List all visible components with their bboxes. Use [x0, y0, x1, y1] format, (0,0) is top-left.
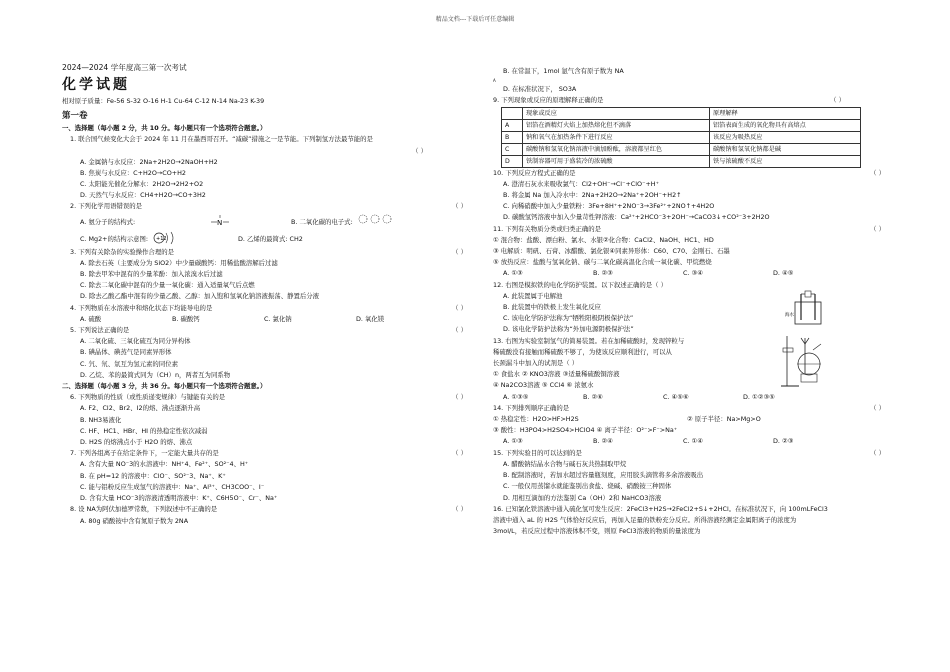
q3-stem: 3. 下列有关除杂的实验操作合理的是 [70, 247, 174, 256]
q7-stem: 7. 下列各组离子在给定条件下，一定能大量共存的是 [70, 449, 219, 458]
q2-option-a: A. 氨分子的结构式: [80, 217, 136, 226]
q1-stem: 1. 联合国气候变化大会于 2024 年 11 月在墨西哥召开。“减碳”措施之一是节能。下列制氢方法最节能的是 [70, 135, 373, 144]
svg-text:N: N [217, 218, 223, 227]
q16-stem-1: 16. 已知氯化铁溶液中通入硫化氢可发生反应：2FeCl3+H2S→2FeCl2+S↓+2HCl。在标准状况下，向 100mLFeCl3 [493, 504, 828, 513]
q10-paren: （ ） [870, 168, 885, 177]
q13-item-1: ① 食盐水 ② KNO3溶液 ③适量稀硫酸铜溶液 [493, 370, 620, 379]
q1-paren-line [62, 146, 467, 157]
section-1-heading: 一、选择题（每小题 2 分，共 10 分。每小题只有一个选项符合题意。） [62, 124, 267, 133]
q3-option-c: C. 除去二氧化碳中混有的少量一氧化碳：通入适量氧气后点燃 [80, 281, 255, 290]
q7-option-a: A. 含有大量 NO⁻3的水溶液中：NH⁺4、Fe²⁺、SO²⁻4、H⁺ [80, 460, 249, 469]
hydrogen-apparatus-diagram [779, 334, 825, 390]
q11-item-2: ③ 电解质：明矾、石膏、冰醋酸、氯化银④同素异形体：C60、C70、金刚石、石墨 [493, 247, 730, 256]
atomic-masses: 相对原子质量：Fe-56 S-32 O-16 H-1 Cu-64 C-12 N-14 Na-23 K-39 [62, 97, 265, 105]
q9-table [501, 107, 861, 168]
q12-option-a: A. 此装置属于电解池 [503, 291, 563, 300]
q12-option-c: C. 该电化学防护法称为“牺牲阳极阴极保护法” [503, 314, 634, 323]
section-2-heading: 二、选择题（每小题 3 分，共 36 分。每小题只有一个选项符合题意。） [62, 382, 267, 391]
q11-option-c: C. ③④ [683, 269, 703, 278]
q4-option-b: B. 碳酸钙 [172, 314, 200, 323]
table-cell: 铝箔表面生成的氧化物具有高熔点 [710, 119, 861, 131]
q14-item-2: ② 原子半径：Na>Mg>O [687, 415, 761, 424]
q7-stem-line [62, 448, 467, 459]
table-cell: 铁制容器可用于盛装冷的浓硫酸 [523, 155, 710, 167]
q11-option-d: D. ④⑤ [773, 269, 794, 278]
q14-paren: （ ） [870, 403, 885, 412]
q5-option-a: A. 二氧化硫、三氧化硫互为同分异构体 [80, 337, 191, 346]
q14-stem-line [485, 403, 885, 414]
q5-stem: 5. 下列说法正确的是 [70, 326, 130, 335]
q9-stem: 9. 下列现象或反应的原理解释正确的是 [493, 96, 604, 105]
q3-option-b: B. 除去甲苯中混有的少量苯酚：加入浓溴水后过滤 [80, 270, 223, 279]
q4-option-d: D. 氧化镁 [356, 314, 385, 323]
table-row [502, 119, 861, 131]
q9-header-cell [502, 107, 523, 119]
q15-option-c: C. 一般仅用蒸馏水就能鉴别出食盐、烧碱、硝酸铵三种固体 [503, 482, 672, 491]
q7-option-b: B. 在 pH=12 的溶液中：ClO⁻、SO²⁻3、Na⁺、K⁺ [80, 471, 226, 480]
q13-stem: 13. 右图为实验室制氢气的简易装置。若在加稀硫酸时，发现锌粒与 [493, 336, 685, 345]
mg-ion-diagram-icon [152, 231, 178, 245]
q4-option-c: C. 氯化钠 [264, 314, 292, 323]
ammonia-structure-icon [209, 213, 231, 229]
q13-option-c: C. ④⑤⑥ [663, 392, 689, 401]
q8-stem-line [62, 504, 467, 515]
q11-paren: （ ） [870, 224, 885, 233]
q6-option-c: C. HF、HC1、HBr、HI 的热稳定性依次减弱 [80, 426, 208, 435]
q2-row-ab [62, 213, 467, 231]
q10-option-c: C. 向稀硝酸中加入少量铁粉：3Fe+8H⁺+2NO⁻3→3Fe²⁺+2NO↑+4H2O [503, 202, 715, 211]
q9-header-cell: 现象或反应 [523, 107, 710, 119]
q13-option-b: B. ②⑥ [583, 392, 603, 401]
q3-paren: （ ） [452, 247, 467, 256]
q9-paren: （ ） [830, 96, 845, 105]
q10-stem: 10. 下列反应方程式正确的是 [493, 168, 576, 177]
q5-stem-line [62, 325, 467, 336]
q13-option-a: A. ①③⑤ [503, 392, 529, 401]
q5-paren: （ ） [452, 326, 467, 335]
table-cell: 碳酸钠和氢氧化钠都是碱 [710, 143, 861, 155]
q2-stem: 2. 下列化学用语错误的是 [70, 202, 143, 211]
q6-option-a: A. F2、Cl2、Br2、I2的熔、沸点逐渐升高 [80, 404, 201, 413]
q2-option-b: B. 二氧化碳的电子式: [291, 217, 353, 226]
co2-electron-formula-icon [357, 213, 393, 225]
q5-option-d: D. 乙烷、苯的最简式同为（CH）n，两者互为同系物 [80, 370, 231, 379]
q15-paren: （ ） [870, 448, 885, 457]
q11-options [485, 268, 885, 279]
table-cell: A [502, 119, 523, 131]
q6-stem: 6. 下列物质的性质（或性质递变规律）与键能有关的是 [70, 393, 226, 402]
q15-stem-line [485, 448, 885, 459]
q3-stem-line [62, 247, 467, 258]
q1-paren: （ ） [412, 146, 427, 155]
table-row [502, 143, 861, 155]
q4-paren: （ ） [452, 303, 467, 312]
q5-option-b: B. 碘晶体、碘蒸气是同素异形体 [80, 348, 172, 357]
q10-option-d: D. 碳酸氢钙溶液中加入少量苛性钾溶液：Ca²⁺+2HCO⁻3+2OH⁻→CaCO3↓+CO²⁻3+2H2O [503, 213, 770, 222]
subject-title: 化学试题 [62, 77, 130, 93]
q16-stem-3: 3mol/L，若反应过程中溶液体积不变，则原 FeCl3溶液的物质的量浓度为 [493, 527, 701, 536]
q3-option-d: D. 除去乙酸乙酯中混有的少量乙酸、乙醇：加入饱和氢氧化钠溶液振荡、静置后分液 [80, 292, 320, 301]
q16-stem-2: 溶液中通入 aL 的 H2S 气体恰好反应后，再加入足量的铁粉充分反应。所得溶液经测定金属阳离子的浓度为 [493, 515, 797, 524]
q6-paren: （ ） [452, 393, 467, 402]
q12-option-b: B. 此装置中的铁极上发生氧化反应 [503, 303, 601, 312]
q10-stem-line [485, 168, 885, 179]
q15-option-d: D. 用相互滴加的方法鉴别 Ca（OH）2和 NaHCO3溶液 [503, 493, 662, 502]
q11-item-3: ⑤ 放热反应：盐酸与氢氧化钠、碳与二氧化碳高温化合成一氧化碳、甲烷燃烧 [493, 258, 712, 267]
q14-option-b: B. ②④ [593, 437, 613, 446]
q14-items-2: ③ 酸性：H3PO4>H2SO4>HClO4 ④ 离子半径：O²⁻>F⁻>Na⁺ [493, 426, 678, 435]
q10-option-b: B. 将金属 Na 加入冷水中：2Na+2H2O→2Na⁺+2OH⁻+H2↑ [503, 191, 682, 200]
q4-stem-line [62, 303, 467, 314]
q8-option-b: B. 在常温下，1mol 氩气含有原子数为 NA [503, 67, 624, 75]
volume-label: 第一卷 [62, 111, 88, 122]
q11-option-a: A. ①③ [503, 269, 523, 278]
left-column [62, 58, 467, 527]
q2-option-d: D. 乙烯的最简式: CH2 [238, 234, 303, 243]
q15-stem: 15. 下列实验目的可以达到的是 [493, 448, 582, 457]
q8-stem: 8. 设 NA为阿伏加德罗常数，下列叙述中不正确的是 [70, 505, 218, 514]
q4-stem: 4. 下列物质在水溶液中和熔化状态下均能导电的是 [70, 303, 213, 312]
q14-stem: 14. 下列排列顺序正确的是 [493, 403, 570, 412]
table-cell: 铁与浓硫酸不反应 [710, 155, 861, 167]
q15-option-b: B. 配制溶液时，若加水超过容量瓶刻度，应用胶头滴管将多余溶液吸出 [503, 471, 704, 480]
table-cell: D [502, 155, 523, 167]
q13-block [485, 336, 885, 403]
table-cell: 碳酸钠和氢氧化钠溶液中滴加酚酞，溶液都呈红色 [523, 143, 710, 155]
q9-table-header [502, 107, 861, 119]
table-cell: 该反应为吸热反应 [710, 131, 861, 143]
q2-stem-line [62, 201, 467, 212]
q15-option-a: A. 醋酸钠结晶水合物与碱石灰共热制取甲烷 [503, 459, 627, 468]
q1-option-c: C. 太阳能光催化分解水：2H2O→2H2+O2 [80, 180, 204, 189]
table-cell: 钠和氧气在加热条件下进行反应 [523, 131, 710, 143]
q7-paren: （ ） [452, 449, 467, 458]
q13-stem-3: 长颈漏斗中加入的试剂是（ ） [493, 359, 579, 368]
table-row [502, 155, 861, 167]
exam-title: 2024—2024 学年度高三第一次考试 [62, 63, 187, 72]
q14-option-a: A. ①③ [503, 437, 523, 446]
table-cell: C [502, 143, 523, 155]
q4-option-a: A. 硫酸 [80, 314, 102, 323]
q10-option-a: A. 澄清石灰水来吸收氯气：Cl2+OH⁻→Cl⁻+ClO⁻+H⁺ [503, 179, 659, 188]
q13-option-d: D. ①②③⑤ [743, 392, 775, 401]
q11-item-1: ① 混合物：盐酸、漂白粉、氯水、水银②化合物：CaCl2、NaOH、HC1、HD [493, 235, 714, 244]
q7-option-d: D. 含有大量 HCO⁻3的溶液清透明溶液中：K⁺、C6H5O⁻、Cr⁻、Na⁺ [80, 494, 278, 503]
q13-item-2: ④ Na2CO3溶液 ⑤ CCl4 ⑥ 浓氨水 [493, 381, 594, 390]
q6-stem-line [62, 392, 467, 403]
q14-items-1 [485, 414, 885, 425]
q5-option-c: C. 氕、氘、氚互为氢元素的同位素 [80, 359, 178, 368]
right-column [485, 66, 885, 537]
header-note: 精品文档---下载后可任意编辑 [435, 16, 515, 23]
q14-item-1: ① 热稳定性：H2O>HF>H2S [493, 415, 579, 424]
q8-stray-mark: A [493, 78, 496, 84]
q2-row-cd [62, 231, 467, 247]
q14-options [485, 436, 885, 447]
q14-option-d: D. ②③ [773, 437, 794, 446]
table-row [502, 131, 861, 143]
electrochemical-cell-diagram [785, 290, 827, 326]
q1-option-d: D. 天然气与水反应：CH4+H2O→CO+3H2 [80, 191, 206, 200]
q12-stem: 12. 右图是模拟铁的电化学防护装置。以下叙述正确的是（ ） [493, 280, 667, 289]
table-cell: B [502, 131, 523, 143]
svg-text:+12: +12 [156, 235, 167, 242]
q2-option-c: C. Mg2+的结构示意图: [80, 234, 149, 243]
q11-stem: 11. 下列有关物质分类或归类正确的是 [493, 224, 602, 233]
q12-img-label: 海水 [785, 312, 794, 318]
q11-stem-line [485, 224, 885, 235]
table-cell: 铝箔在酒精灯火焰上加热熔化但不滴落 [523, 119, 710, 131]
q12-block [485, 280, 885, 336]
q1-option-a: A. 金属钠与水反应：2Na+2H2O→2NaOH+H2 [80, 157, 218, 166]
q13-stem-2: 稀硫酸没有接触而稀硫酸不够了，为使该反应顺利进行，可以从 [493, 347, 672, 356]
q11-option-b: B. ②③ [593, 269, 613, 278]
q9-stem-line [485, 95, 885, 106]
q9-header-cell: 原理解释 [710, 107, 861, 119]
q8-option-a: A. 80g 硝酸铵中含有氮原子数为 2NA [80, 516, 189, 525]
q3-option-a: A. 除去石英（主要成分为 SiO2）中少量碳酸钙：用稀盐酸溶解后过滤 [80, 258, 278, 267]
q14-option-c: C. ①④ [683, 437, 703, 446]
q8-option-d: D. 在标准状况下， SO3A [503, 85, 577, 94]
q7-option-c: C. 能与铝粉反应生成氢气的溶液中：Na⁺、Al³⁺、CH3COO⁻、I⁻ [80, 482, 265, 491]
q1-option-b: B. 焦炭与水反应：C+H2O→CO+H2 [80, 168, 186, 177]
q8-paren: （ ） [452, 505, 467, 514]
q6-option-d: D. H2S 的熔沸点小于 H2O 的熔、沸点 [80, 438, 193, 447]
q6-option-b: B. NH3易液化 [80, 415, 122, 424]
q4-options [62, 314, 467, 325]
q13-options [485, 392, 885, 403]
q2-paren: （ ） [452, 202, 467, 211]
q12-option-d: D. 该电化学防护法称为“外加电源阴极保护法” [503, 325, 634, 334]
